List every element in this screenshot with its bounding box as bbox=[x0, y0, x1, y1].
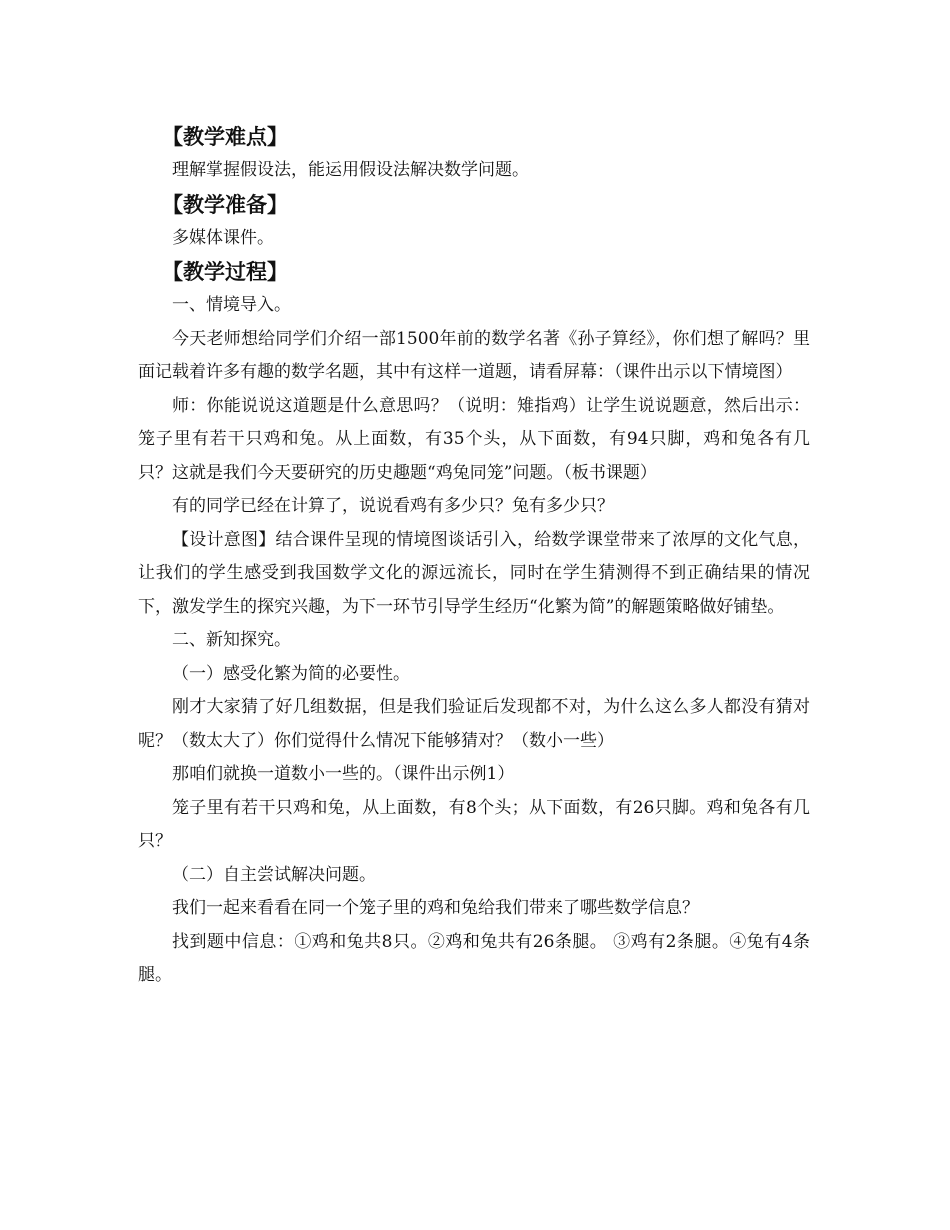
para-guess: 刚才大家猜了好几组数据，但是我们验证后发现都不对，为什么这么多人都没有猜对呢？（数太大了）你们觉得什么情况下能够猜对？（数小一些） bbox=[138, 697, 810, 751]
document-body bbox=[138, 120, 810, 993]
para-smaller: 那咱们就换一道数小一些的。（课件出示例1） bbox=[172, 764, 515, 784]
para-question: 有的同学已经在计算了，说说看鸡有多少只？兔有多少只？ bbox=[172, 496, 614, 516]
para-preparation: 多媒体课件。 bbox=[172, 227, 274, 248]
para-sub-1: （一）感受化繁为简的必要性。 bbox=[172, 663, 410, 684]
para-section-2: 二、新知探究。 bbox=[172, 630, 291, 650]
heading-process: 【教学过程】 bbox=[162, 259, 288, 284]
para-info-question: 我们一起来看看在同一个笼子里的鸡和兔给我们带来了哪些数学信息？ bbox=[172, 898, 699, 918]
para-teacher: 师：你能说说这道题是什么意思吗？（说明：雉指鸡）让学生说说题意，然后出示：笼子里有若干只鸡和兔。从上面数，有35个头，从下面数，有94只脚，鸡和兔各有几只？这就是我们今天要研究的历史趣题“鸡兔同笼”问题。（板书课题） bbox=[138, 395, 810, 483]
para-section-1: 一、情境导入。 bbox=[172, 295, 291, 315]
heading-preparation: 【教学准备】 bbox=[162, 191, 288, 217]
para-intro: 今天老师想给同学们介绍一部1500年前的数学名著《孙子算经》，你们想了解吗？里面记载着许多有趣的数学名题，其中有这样一道题，请看屏幕：（课件出示以下情境图） bbox=[138, 328, 810, 382]
para-design-intent: 【设计意图】结合课件呈现的情境图谈话引入，给数学课堂带来了浓厚的文化气息，让我们的学生感受到我国数学文化的源远流长，同时在学生猜测得不到正确结果的情况下，激发学生的探究兴趣，为下一环节引导学生经历“化繁为简”的解题策略做好铺垫。 bbox=[138, 529, 810, 617]
para-difficulty: 理解掌握假设法，能运用假设法解决数学问题。 bbox=[172, 160, 529, 180]
para-sub-2: （二）自主尝试解决问题。 bbox=[172, 864, 376, 885]
heading-difficulty: 【教学难点】 bbox=[162, 124, 288, 149]
para-info-found: 找到题中信息：①鸡和兔共8只。②鸡和兔共有26条腿。 ③鸡有2条腿。④兔有4条腿。 bbox=[138, 931, 810, 985]
para-example-1: 笼子里有若干只鸡和兔，从上面数，有8个头；从下面数，有26只脚。鸡和兔各有几只？ bbox=[138, 797, 810, 851]
